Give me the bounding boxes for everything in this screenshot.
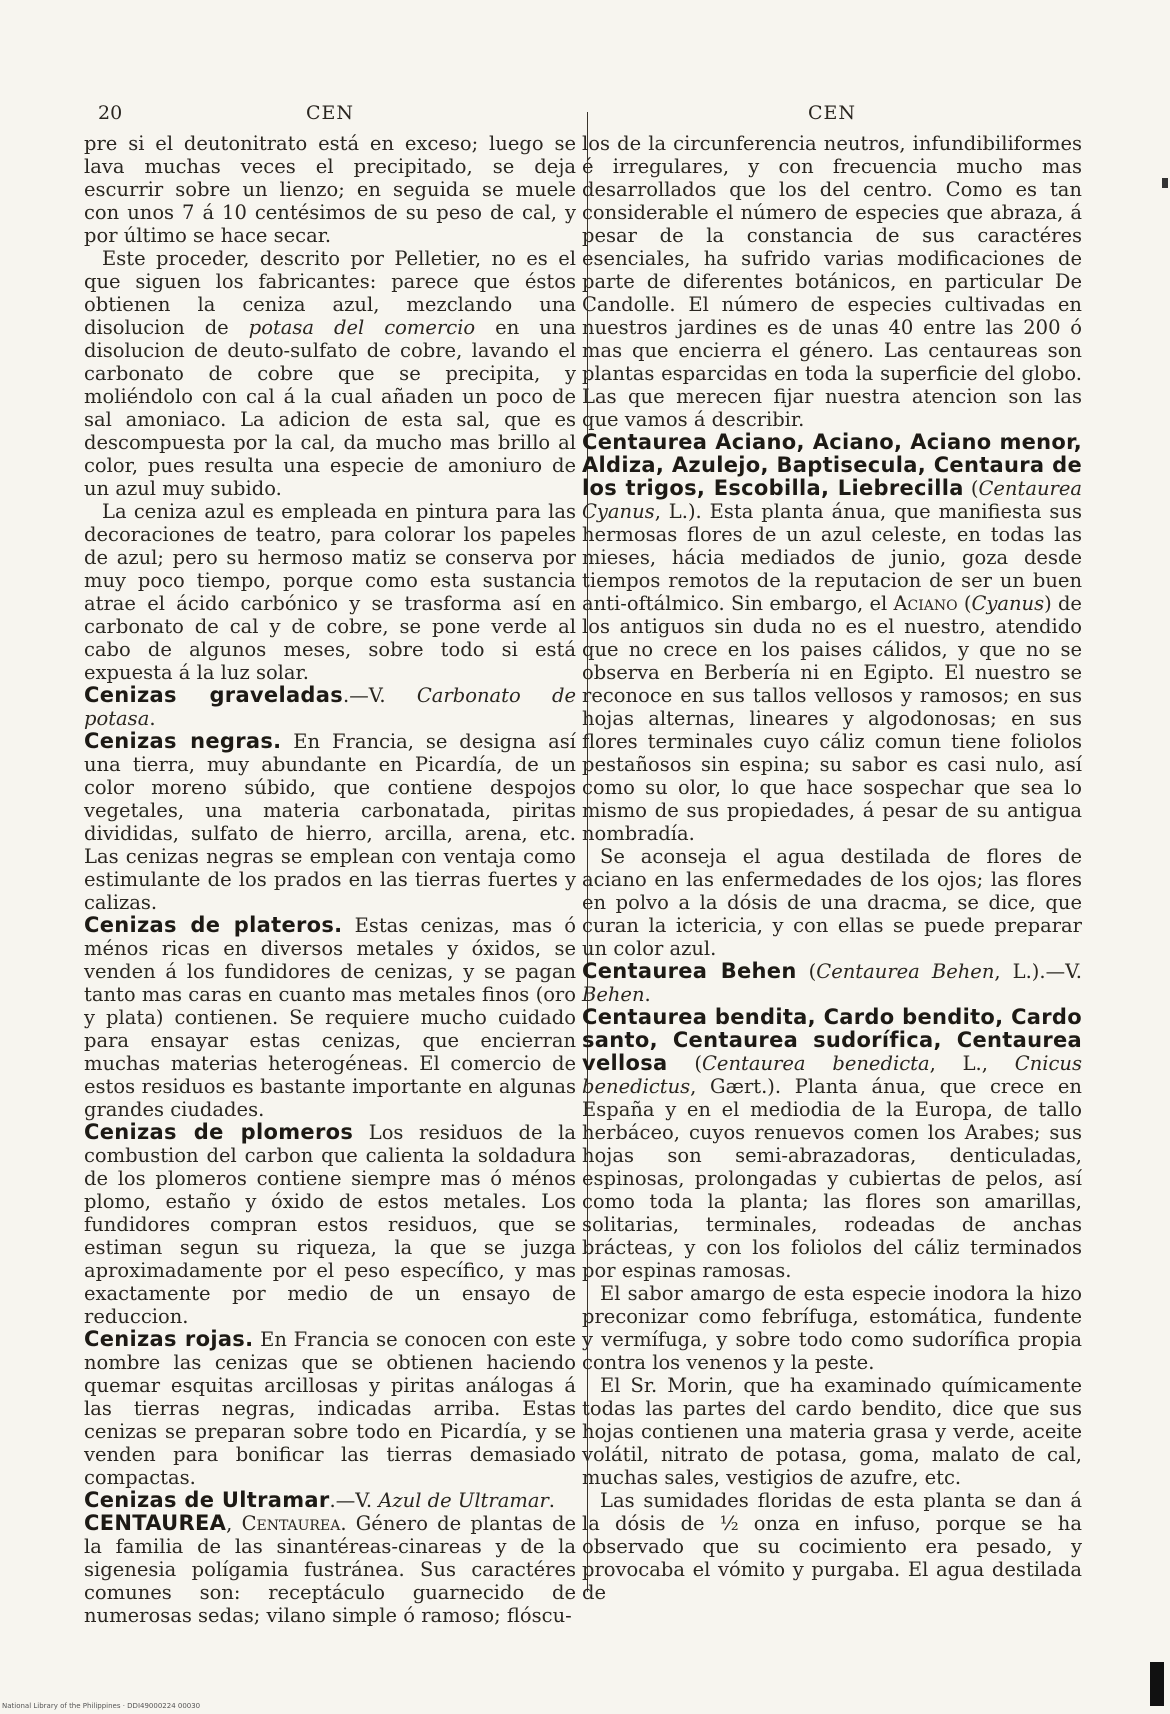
paragraph: Este proceder, descrito por Pelletier, no es el que siguen los fabricantes: parece que éstos obtienen la ceniza azul, mezclando una disolucion de potasa del comercio en una disolucion de deuto-sulfato de cobre, lavando el carbonato de cobre que se precipita, y moliéndolo con cal á la cual añaden un poco de sal amoniaco. La adicion de esta sal, que es descompuesta por la cal, da mucho mas brillo al color, pues resulta una especie de amoniuro de un azul muy subido. <box>84 247 576 500</box>
scan-credit: National Library of the Philippines · DDI49000224 00030 <box>2 1702 201 1710</box>
entry-headword: Cenizas de plateros. <box>84 913 343 937</box>
dictionary-entry: CENTAUREA, Centaurea. Género de plantas de la familia de las sinantéreas-cinareas y de la sigenesia polígamia fustránea. Sus caractéres comunes son: receptáculo guarnecido de numerosas sedas; vilano simple ó ramoso; flóscu- <box>84 1511 576 1627</box>
entry-headword: Cenizas graveladas <box>84 683 344 707</box>
paragraph: Se aconseja el agua destilada de flores de aciano en las enfermedades de los ojos; las flores en polvo a la dósis de una dracma, se dice, que curan la ictericia, y con ellas se puede preparar un color azul. <box>582 845 1082 960</box>
dictionary-entry: Centaurea Aciano, Aciano, Aciano menor, Aldiza, Azulejo, Baptisecula, Centaura de los trigos, Escobilla, Liebrecilla (Centaurea Cyanus, L.). Esta planta ánua, que manifiesta sus hermosas flores de un azul celeste, en todas las mieses, hácia mediados de junio, goza desde tiempos remotos de la reputacion de ser un buen anti-oftálmico. Sin embargo, el Aciano (Cyanus) de los antiguos sin duda no es el nuestro, atendido que no crece en los paises cálidos, y que no se observa en Berbería ni en Egipto. El nuestro se reconoce en sus tallos vellosos y ramosos; en sus hojas alternas, lineares y algodonosas; en sus flores terminales cuyo cáliz comun tiene foliolos pestañosos sin espina; su sabor es casi nulo, así como su olor, lo que hace sospechar que sea lo mismo de sus propiedades, á pesar de su antigua nombradía. <box>582 430 1082 845</box>
entry-headword: CENTAUREA <box>84 1511 227 1535</box>
dictionary-entry: Cenizas de Ultramar.—V. Azul de Ultramar. <box>84 1488 555 1512</box>
dictionary-entry: Cenizas negras. En Francia, se designa así una tierra, muy abundante en Picardía, de un color moreno súbido, que contiene despojos vegetales, una materia carbonatada, piritas divididas, sulfato de hierro, arcilla, arena, etc. Las cenizas negras se emplean con ventaja como estimulante de los prados en las tierras fuertes y calizas. <box>84 729 576 914</box>
left-header <box>84 102 576 132</box>
running-head-right: CEN <box>807 102 857 124</box>
paragraph: El sabor amargo de esta especie inodora la hizo preconizar como febrífuga, estomática, fundente y vermífuga, y sobre todo como sudorífica propia contra los venenos y la peste. <box>582 1282 1082 1374</box>
dictionary-entry: Cenizas de plomeros Los residuos de la combustion del carbon que calienta la soldadura de los plomeros contiene siempre mas ó ménos plomo, estaño y óxido de estos metales. Los fundidores compran estos residuos, que se estiman segun su riqueza, la que se juzga aproximadamente por el peso específico, y mas exactamente por medio de un ensayo de reduccion. <box>84 1120 576 1328</box>
paragraph: La ceniza azul es empleada en pintura para las decoraciones de teatro, para colorar los papeles de azul; pero su hermoso matiz se conserva por muy poco tiempo, porque como esta sustancia atrae el ácido carbónico y se trasforma así en carbonato de cal y de cobre, se pone verde al cabo de algunos meses, sobre todo si está expuesta á la luz solar. <box>84 500 576 684</box>
paragraph: El Sr. Morin, que ha examinado químicamente todas las partes del cardo bendito, dice que sus hojas contienen una materia grasa y verde, aceite volátil, nitrato de potasa, goma, malato de cal, muchas sales, vestigios de azufre, etc. <box>582 1374 1082 1489</box>
paragraph: Las sumidades floridas de esta planta se dan á la dósis de ½ onza en infuso, porque se ha observado que su cocimiento era pesado, y provocaba el vómito y purgaba. El agua destilada de <box>582 1489 1082 1604</box>
entry-headword: Centaurea bendita, Cardo bendito, Cardo santo, Centaurea sudorífica, Centaurea vellosa <box>582 1005 1082 1075</box>
page-number: 20 <box>98 102 123 124</box>
entry-headword: Cenizas negras. <box>84 729 282 753</box>
entry-headword: Cenizas de Ultramar <box>84 1488 330 1512</box>
right-header <box>582 102 1082 132</box>
dictionary-entry: Centaurea Behen (Centaurea Behen, L.).—V. Behen. <box>582 959 1082 1006</box>
dictionary-entry: Centaurea bendita, Cardo bendito, Cardo santo, Centaurea sudorífica, Centaurea vellosa (Centaurea benedicta, L., Cnicus benedictus, Gært.). Planta ánua, que crece en España y en el mediodia de la Europa, de tallo herbáceo, cuyos renuevos comen los Arabes; sus hojas son semi-abrazadoras, denticuladas, espinosas, prolongadas y cubiertas de pelos, así como toda la planta; las flores son amarillas, solitarias, terminales, rodeadas de anchas brácteas, y con los foliolos del cáliz terminados por espinas ramosas. <box>582 1005 1082 1282</box>
left-column <box>84 102 576 1627</box>
entry-headword: Cenizas rojas. <box>84 1327 254 1351</box>
scan-edge-mark <box>1162 178 1168 188</box>
scan-edge-mark <box>1150 1662 1164 1706</box>
paragraph: pre si el deutonitrato está en exceso; luego se lava muchas veces el precipitado, se deja escurrir sobre un lienzo; en seguida se muele con unos 7 á 10 centésimos de su peso de cal, y por último se hace secar. <box>84 132 576 247</box>
right-column <box>582 102 1082 1604</box>
dictionary-entry: Cenizas rojas. En Francia se conocen con este nombre las cenizas que se obtienen haciendo quemar esquitas arcillosas y piritas análogas á las tierras negras, indicadas arriba. Estas cenizas se preparan sobre todo en Picardía, y se venden para bonificar las tierras demasiado compactas. <box>84 1327 576 1489</box>
running-head-left: CEN <box>305 102 355 124</box>
entry-headword: Cenizas de plomeros <box>84 1120 354 1144</box>
entry-headword: Centaurea Behen <box>582 959 797 983</box>
paragraph: los de la circunferencia neutros, infundibiliformes é irregulares, y con frecuencia mucho mas desarrollados que los del centro. Como es tan considerable el número de especies que abraza, á pesar de la constancia de sus caractéres esenciales, ha sufrido varias modificaciones de parte de diferentes botánicos, en particular De Candolle. El número de especies cultivadas en nuestros jardines es de unas 40 entre las 200 ó mas que encierra el género. Las centaureas son plantas esparcidas en toda la superficie del globo. Las que merecen fijar nuestra atencion son las que vamos á describir. <box>582 132 1082 431</box>
dictionary-entry: Cenizas de plateros. Estas cenizas, mas ó ménos ricas en diversos metales y óxidos, se venden á los fundidores de cenizas, y se pagan tanto mas caras en cuanto mas metales finos (oro y plata) contienen. Se requiere mucho cuidado para ensayar estas cenizas, que encierran muchas materias heterogéneas. El comercio de estos residuos es bastante importante en algunas grandes ciudades. <box>84 913 576 1121</box>
entry-headword: Centaurea Aciano, Aciano, Aciano menor, Aldiza, Azulejo, Baptisecula, Centaura de los trigos, Escobilla, Liebrecilla <box>582 430 1082 500</box>
dictionary-entry: Cenizas graveladas.—V. Carbonato de potasa. <box>84 683 576 730</box>
